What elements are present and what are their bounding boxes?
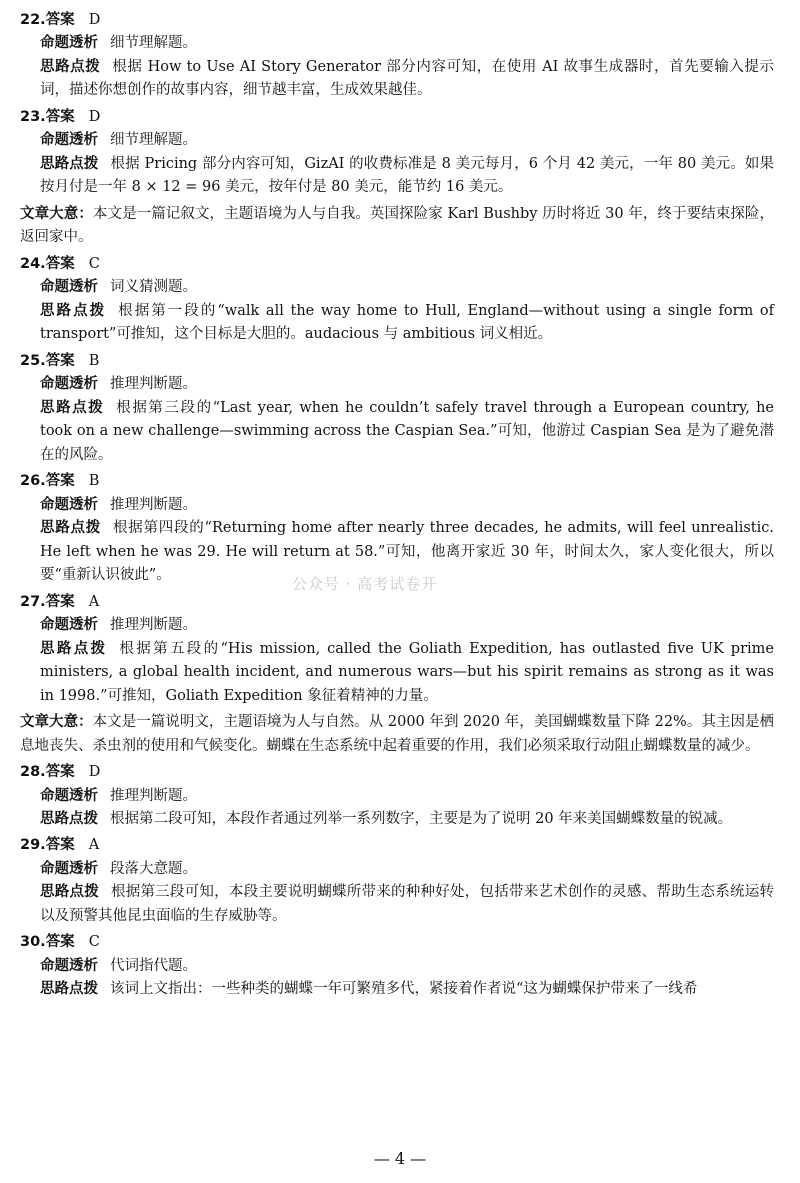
answer-label: 答案: [45, 473, 75, 490]
hint-row: [20, 978, 774, 1001]
hint-row: [20, 808, 774, 831]
hint-row: [20, 638, 774, 708]
question-type: 推理判断题。: [110, 787, 197, 804]
hint-row: [20, 56, 774, 103]
answer-label: 答案: [45, 764, 75, 781]
hint-text: 根据第三段的“Last year, when he couldn’t safely travel through a European country, he took on a new challenge—swimming across the Caspian Sea.”可知，他游过 Caspian Sea 是为了避免潜在的风险。: [40, 399, 774, 463]
hint-text: 根据第三段可知，本段主要说明蝴蝶所带来的种种好处，包括带来艺术创作的灵感、帮助生态系统运转以及预警其他昆虫面临的生存威胁等。: [40, 884, 775, 924]
analysis-label: 命题透析: [40, 860, 98, 877]
analysis-label: 命题透析: [40, 132, 98, 149]
answer-item: [20, 591, 774, 708]
question-type: 代词指代题。: [110, 957, 197, 974]
answer-list: [20, 9, 774, 1002]
question-number: 29.: [20, 837, 46, 854]
question-number: 27.: [20, 593, 46, 610]
hint-label: 思路点拨: [40, 155, 99, 172]
analysis-label: 命题透析: [40, 787, 98, 804]
hint-label: 思路点拨: [40, 520, 102, 537]
answer-choice: B: [88, 473, 100, 490]
hint-text: 根据第一段的“walk all the way home to Hull, England—without using a single form of transport”可推知，这个目标是大胆的。audacious 与 ambitious 词义相近。: [40, 302, 774, 343]
answer-item: [20, 106, 774, 200]
question-header: [20, 931, 774, 954]
hint-text: 根据 Pricing 部分内容可知，GizAI 的收费标准是 8 美元每月，6 个月 42 美元，一年 80 美元。如果按月付是一年 8 × 12 = 96 美元，按年付是 80 美元，能节约 16 美元。: [40, 155, 774, 196]
question-number: 26.: [20, 473, 46, 490]
hint-text: 根据第四段的“Returning home after nearly three decades, he admits, will feel unrealistic. He left when he was 29. He will return at 58.”可知，他离开家近 30 年，时间太久，家人变化很大，所以要“重新认识彼此”。: [40, 520, 774, 584]
answer-label: 答案: [45, 12, 75, 28]
answer-choice: C: [88, 934, 100, 951]
hint-row: [20, 397, 774, 467]
question-type-row: [20, 494, 774, 517]
hint-label: 思路点拨: [40, 58, 101, 75]
question-header: [20, 470, 774, 493]
hint-text: 根据第二段可知，本段作者通过列举一系列数字，主要是为了说明 20 年来美国蝴蝶数量的锐减。: [110, 810, 733, 827]
answer-label: 答案: [45, 255, 75, 272]
watermark: 公众号 · 高考试卷开: [292, 575, 438, 593]
analysis-label: 命题透析: [40, 35, 98, 52]
question-type: 词义猜测题。: [110, 279, 197, 296]
question-number: 25.: [20, 352, 46, 369]
question-header: [20, 761, 774, 784]
answer-label: 答案: [45, 837, 75, 854]
answer-choice: D: [88, 108, 101, 125]
question-type-row: [20, 785, 774, 808]
article-summary: [20, 203, 774, 250]
answer-item: [20, 9, 774, 103]
question-type-row: [20, 955, 774, 978]
hint-text: 该词上文指出：一些种类的蝴蝶一年可繁殖多代，紧接着作者说“这为蝴蝶保护带来了一线希: [110, 981, 698, 998]
answer-choice: A: [88, 593, 100, 610]
hint-row: [20, 881, 774, 928]
answer-label: 答案: [45, 352, 75, 369]
question-type-row: [20, 614, 774, 637]
answer-item: [20, 253, 774, 347]
hint-label: 思路点拨: [40, 302, 107, 319]
hint-label: 思路点拨: [40, 981, 98, 998]
question-header: [20, 9, 774, 32]
summary-text: 本文是一篇说明文，主题语境为人与自然。从 2000 年到 2020 年，美国蝴蝶数量下降 22%。其主因是栖息地丧失、杀虫剂的使用和气候变化。蝴蝶在生态系统中起着重要的作用，我们必须采取行动阻止蝴蝶数量的减少。: [20, 714, 775, 754]
hint-label: 思路点拨: [40, 810, 98, 827]
question-type-row: [20, 858, 774, 881]
question-type: 段落大意题。: [110, 860, 197, 877]
summary-label: 文章大意：: [20, 205, 93, 222]
question-type: 推理判断题。: [110, 496, 197, 513]
question-type: 细节理解题。: [110, 35, 197, 52]
question-type-row: [20, 129, 774, 152]
page-number: — 4 —: [373, 1149, 427, 1168]
question-number: 30.: [20, 934, 46, 951]
analysis-label: 命题透析: [40, 279, 98, 296]
answer-choice: A: [88, 837, 100, 854]
question-number: 22.: [20, 12, 46, 28]
question-number: 24.: [20, 255, 46, 272]
question-number: 28.: [20, 764, 46, 781]
hint-label: 思路点拨: [40, 640, 108, 657]
answer-item: [20, 931, 774, 1001]
answer-choice: D: [88, 12, 101, 28]
analysis-label: 命题透析: [40, 496, 98, 513]
answer-choice: D: [88, 764, 101, 781]
answer-label: 答案: [45, 108, 75, 125]
question-type-row: [20, 373, 774, 396]
question-type: 推理判断题。: [110, 617, 197, 634]
answer-item: [20, 470, 774, 587]
hint-row: [20, 300, 774, 347]
question-type: 推理判断题。: [110, 376, 197, 393]
answer-choice: C: [88, 255, 100, 272]
summary-label: 文章大意：: [20, 714, 93, 731]
question-type-row: [20, 32, 774, 55]
question-header: [20, 834, 774, 857]
summary-text: 本文是一篇记叙文，主题语境为人与自我。英国探险家 Karl Bushby 历时将近 30 年，终于要结束探险，返回家中。: [20, 205, 775, 246]
hint-text: 根据第五段的“His mission, called the Goliath Expedition, has outlasted five UK prime ministers, a global health incident, and numerous wars—but his spirit remains as strong as it was in 1998.”可推知，Goliath Expedition 象征着精神的力量。: [40, 640, 774, 704]
question-header: [20, 350, 774, 373]
answer-label: 答案: [45, 934, 75, 951]
question-header: [20, 253, 774, 276]
hint-text: 根据 How to Use AI Story Generator 部分内容可知，在使用 AI 故事生成器时，首先要输入提示词，描述你想创作的故事内容，细节越丰富，生成效果越佳。: [40, 58, 774, 99]
question-number: 23.: [20, 108, 46, 125]
question-type: 细节理解题。: [110, 132, 197, 149]
answer-item: [20, 761, 774, 831]
answer-label: 答案: [45, 593, 75, 610]
question-type-row: [20, 276, 774, 299]
hint-label: 思路点拨: [40, 399, 105, 416]
analysis-label: 命题透析: [40, 617, 98, 634]
question-header: [20, 106, 774, 129]
article-summary: [20, 711, 774, 758]
hint-row: [20, 153, 774, 200]
answer-item: [20, 350, 774, 467]
hint-label: 思路点拨: [40, 884, 99, 901]
analysis-label: 命题透析: [40, 376, 98, 393]
answer-item: [20, 834, 774, 928]
answer-choice: B: [88, 352, 100, 369]
analysis-label: 命题透析: [40, 957, 98, 974]
